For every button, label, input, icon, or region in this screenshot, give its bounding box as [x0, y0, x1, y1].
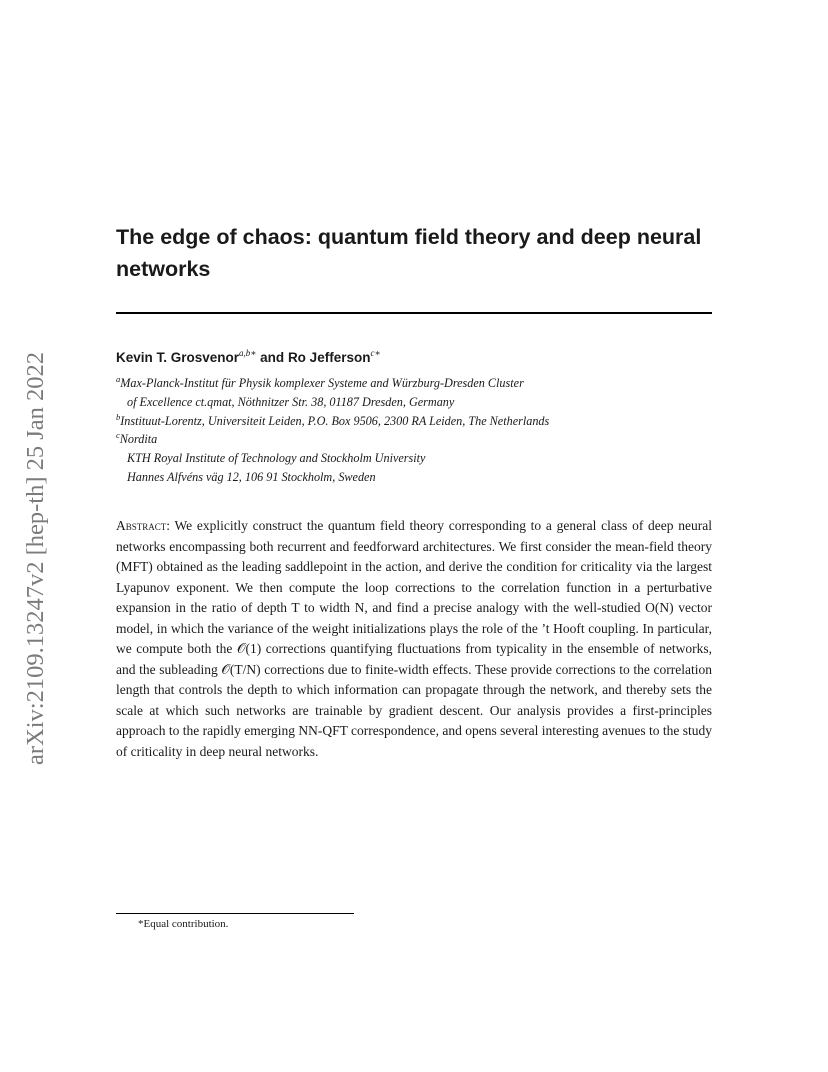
- affiliation-line: of Excellence ct.qmat, Nöthnitzer Str. 38, 01187 Dresden, Germany: [127, 394, 455, 409]
- author-list: [116, 350, 381, 365]
- arxiv-identifier-stamp: arXiv:2109.13247v2 [hep-th] 25 Jan 2022: [22, 351, 49, 765]
- affiliation-line: $^b$Instituut-Lorentz, Universiteit Leiden, P.O. Box 9506, 2300 RA Leiden, The Netherlands: [116, 411, 550, 428]
- affiliations: [116, 374, 716, 487]
- abstract-text: We explicitly construct the quantum field theory corresponding to a general class of deep neural networks encompassing both recurrent and feedforward architectures. We first consider the mean-field theory (MFT) obtained as the leading saddlepoint in the action, and derive the condition for criticality via the largest Lyapunov exponent. We then compute the loop corrections to the correlation function in a perturbative expansion in the ratio of depth T to width N, and find a precise analogy with the well-studied O(N) vector model, in which the variance of the weight initializations plays the role of the ’t Hooft coupling. In particular, we compute both the 𝒪(1) corrections quantifying fluctuations from typicality in the ensemble of networks, and the subleading 𝒪(T/N) corrections due to finite-width effects. These provide corrections to the correlation length that controls the depth to which information can propagate through the network, and thereby sets the scale at which such networks are trainable by gradient descent. Our analysis provides a first-principles approach to the rapidly emerging NN-QFT correspondence, and opens several interesting avenues to the study of criticality in deep neural networks.: [116, 518, 712, 759]
- author-affiliation-marks: a,b∗: [239, 348, 257, 358]
- author-connector: and: [256, 350, 288, 365]
- affiliation-mark: a: [116, 374, 121, 384]
- affiliation-line: Hannes Alfvéns väg 12, 106 91 Stockholm, Sweden: [127, 469, 376, 484]
- author-name: Kevin T. Grosvenor: [116, 350, 240, 365]
- affiliation-mark: b: [116, 411, 121, 422]
- author-affiliation-marks: c∗: [370, 348, 381, 358]
- abstract-label: Abstract:: [116, 518, 171, 533]
- footnote: *Equal contribution.: [138, 918, 229, 930]
- affiliation-line: $^a$Max-Planck-Institut für Physik komplexer Systeme and Würzburg-Dresden Cluster: [116, 374, 524, 390]
- affiliation-line: $^c$Nordita: [116, 430, 158, 447]
- affiliation-line: KTH Royal Institute of Technology and Stockholm University: [127, 451, 426, 466]
- footnote-rule: [116, 913, 354, 914]
- title-rule: [116, 312, 712, 314]
- author-name: Ro Jefferson: [287, 350, 371, 365]
- abstract: [116, 516, 712, 762]
- paper-title: The edge of chaos: quantum field theory and deep neural networks: [116, 225, 702, 281]
- affiliation-mark: c: [116, 430, 120, 441]
